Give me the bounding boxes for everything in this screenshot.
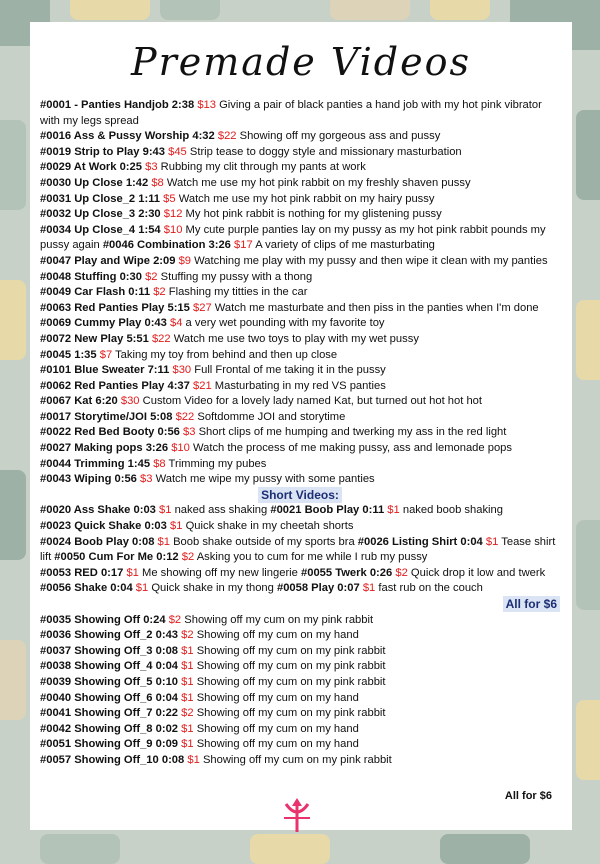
video-description: Quick shake in my cheetah shorts [185, 520, 354, 533]
video-code: #0037 Showing Off_3 0:08 [40, 644, 179, 657]
video-price: $30 [172, 364, 192, 377]
video-price: $1 [126, 566, 139, 579]
premade-section [40, 98, 560, 488]
page-title: Premade Videos [131, 40, 471, 84]
video-description: a very wet pounding with my favorite toy [185, 317, 385, 330]
list-item [40, 737, 560, 753]
video-description: Watch me use two toys to play with my wet pussy [173, 332, 419, 345]
short-videos-heading: Short Videos: [40, 488, 560, 504]
video-price: $1 [181, 691, 194, 704]
video-code: #0101 Blue Sweater 7:11 [40, 364, 170, 377]
video-code: #0036 Showing Off_2 0:43 [40, 629, 179, 642]
video-description: My cute purple panties lay on my pussy as my hot pink rabbit pounds my pussy again [40, 223, 546, 252]
video-price: $1 [181, 675, 194, 688]
list-item [40, 457, 560, 473]
list-item [40, 722, 560, 738]
showing-off-section [40, 613, 560, 769]
video-code: #0042 Showing Off_8 0:02 [40, 722, 179, 735]
video-price: $2 [168, 613, 182, 626]
list-item [40, 98, 560, 129]
video-description: Showing off my cum on my pink rabbit [196, 660, 386, 673]
video-list [40, 98, 560, 769]
video-code: #0040 Showing Off_6 0:04 [40, 691, 179, 704]
video-price: $22 [151, 332, 171, 345]
video-code: #0053 RED 0:17 [40, 566, 124, 579]
video-price: $1 [159, 504, 172, 517]
list-item [40, 207, 560, 223]
video-price: $1 [181, 644, 194, 657]
list-item [40, 160, 560, 176]
video-price: $17 [234, 239, 253, 252]
list-item [40, 332, 560, 348]
video-description: Showing off my cum on my hand [196, 738, 359, 751]
video-code: #0057 Showing Off_10 0:08 [40, 753, 185, 766]
list-item [40, 301, 560, 332]
video-price: $3 [183, 426, 196, 439]
video-price: $2 [181, 551, 195, 564]
video-description: Strip tease to doggy style and missionary masturbation [189, 145, 462, 158]
video-description: Boob shake outside of my sports bra [173, 535, 355, 548]
video-price: $1 [157, 535, 170, 548]
list-item [40, 254, 560, 285]
video-code: #0017 Storytime/JOI 5:08 [40, 410, 173, 423]
list-item [40, 176, 560, 192]
video-description: Tease shirt lift [40, 535, 556, 564]
list-item [40, 363, 560, 379]
video-price: $1 [135, 582, 149, 595]
video-code: #0021 Boob Play 0:11 [270, 504, 385, 517]
video-description: Watch me wipe my pussy with some panties [155, 473, 375, 486]
video-description: Full Frontal of me taking it in the pussy [194, 364, 386, 377]
list-item [40, 223, 560, 254]
video-code: #0035 Showing Off 0:24 [40, 613, 166, 626]
video-code: #0041 Showing Off_7 0:22 [40, 707, 179, 720]
showing-off-bundle-price: All for $6 [504, 790, 552, 802]
video-description: Showing off my cum on my pink rabbit [184, 613, 374, 626]
video-description: naked boob shaking [402, 504, 503, 517]
video-description: My hot pink rabbit is nothing for my glistening pussy [185, 208, 442, 221]
video-description: Showing off my gorgeous ass and pussy [239, 130, 441, 143]
video-code: #0027 Making pops 3:26 [40, 442, 169, 455]
list-item [40, 566, 560, 597]
video-code: #0001 - Panties Handjob 2:38 [40, 99, 195, 111]
video-description: Showing off my cum on my hand [196, 722, 359, 735]
video-price: $2 [181, 629, 194, 642]
list-item [40, 644, 560, 660]
list-item [40, 706, 560, 722]
list-item [40, 394, 560, 410]
video-description: Watch me use my hot pink rabbit on my hairy pussy [178, 192, 435, 205]
list-item [40, 628, 560, 644]
video-description: Showing off my cum on my hand [196, 691, 359, 704]
video-code: #0020 Ass Shake 0:03 [40, 504, 156, 517]
video-price: $22 [217, 130, 237, 143]
video-price: $2 [181, 707, 194, 720]
video-code: #0044 Trimming 1:45 [40, 457, 151, 470]
video-code: #0031 Up Close_2 1:11 [40, 192, 161, 205]
video-code: #0045 1:35 [40, 348, 97, 361]
video-price: $21 [193, 379, 212, 392]
video-description: naked ass shaking [174, 504, 268, 517]
video-description: Rubbing my clit through my pants at work [160, 161, 366, 174]
video-description: Me showing off my new lingerie [142, 566, 298, 579]
video-price: $8 [153, 457, 166, 470]
video-code: #0029 At Work 0:25 [40, 161, 142, 174]
list-item [40, 379, 560, 395]
video-description: Showing off my cum on my hand [196, 629, 359, 642]
video-description: Watch me masturbate and then piss in the panties when I'm done [214, 301, 539, 314]
list-item [40, 753, 560, 769]
list-item [40, 472, 560, 488]
video-code: #0047 Play and Wipe 2:09 [40, 254, 176, 267]
video-description: fast rub on the couch [378, 582, 483, 595]
video-description: A variety of clips of me masturbating [255, 239, 435, 252]
video-code: #0046 Combination 3:26 [102, 239, 231, 252]
video-code: #0048 Stuffing 0:30 [40, 270, 142, 283]
video-code: #0043 Wiping 0:56 [40, 473, 137, 486]
video-price: $1 [181, 738, 194, 751]
short-videos-bundle-price: All for $6 [40, 597, 560, 613]
video-description: Asking you to cum for me while I rub my pussy [196, 551, 428, 564]
video-code: #0023 Quick Shake 0:03 [40, 520, 167, 533]
video-code: #0030 Up Close 1:42 [40, 176, 149, 189]
video-description: Showing off my cum on my pink rabbit [196, 644, 386, 657]
list-item [40, 691, 560, 707]
list-item [40, 659, 560, 675]
list-item [40, 613, 560, 629]
video-code: #0050 Cum For Me 0:12 [54, 551, 179, 564]
video-description: Stuffing my pussy with a thong [160, 270, 313, 283]
video-price: $1 [170, 520, 183, 533]
video-price: $22 [175, 410, 195, 423]
video-code: #0032 Up Close_3 2:30 [40, 208, 161, 221]
video-code: #0051 Showing Off_9 0:09 [40, 738, 179, 751]
video-price: $10 [163, 223, 183, 236]
video-price: $10 [171, 442, 190, 455]
list-item [40, 675, 560, 691]
video-price: $2 [395, 566, 408, 579]
video-description: Softdomme JOI and storytime [197, 410, 346, 423]
video-code: #0072 New Play 5:51 [40, 332, 149, 345]
video-price: $3 [145, 161, 158, 174]
video-code: #0034 Up Close_4 1:54 [40, 223, 161, 236]
video-price: $9 [178, 254, 192, 267]
video-code: #0022 Red Bed Booty 0:56 [40, 426, 180, 439]
video-price: $5 [163, 192, 176, 205]
list-item [40, 441, 560, 457]
video-description: Trimming my pubes [168, 457, 267, 470]
video-code: #0024 Boob Play 0:08 [40, 535, 155, 548]
video-description: Quick shake in my thong [151, 582, 274, 595]
video-price: $7 [99, 348, 113, 361]
video-code: #0067 Kat 6:20 [40, 395, 118, 408]
video-price: $8 [151, 176, 164, 189]
video-code: #0069 Cummy Play 0:43 [40, 317, 167, 330]
video-description: Short clips of me humping and twerking my ass in the red light [198, 426, 507, 439]
video-description: Masturbating in my red VS panties [214, 379, 386, 392]
video-code: #0019 Strip to Play 9:43 [40, 145, 165, 158]
video-price: $1 [181, 722, 194, 735]
video-code: #0038 Showing Off_4 0:04 [40, 660, 179, 673]
list-item [40, 535, 560, 566]
video-description: Showing off my cum on my pink rabbit [196, 707, 386, 720]
video-price: $3 [140, 473, 153, 486]
video-code: #0039 Showing Off_5 0:10 [40, 675, 179, 688]
video-code: #0063 Red Panties Play 5:15 [40, 301, 190, 314]
video-description: Showing off my cum on my pink rabbit [202, 753, 392, 766]
video-price: $1 [362, 582, 376, 595]
video-code: #0062 Red Panties Play 4:37 [40, 379, 190, 392]
video-price: $1 [485, 535, 499, 548]
video-price: $1 [187, 753, 200, 766]
video-description: Flashing my titties in the car [168, 286, 308, 299]
video-price: $2 [145, 270, 158, 283]
video-description: Watch me use my hot pink rabbit on my freshly shaven pussy [166, 176, 471, 189]
price-list-card [30, 22, 572, 830]
video-description: Giving a pair of black panties a hand job with my hot pink vibrator with my legs spread [40, 99, 542, 127]
video-code: #0049 Car Flash 0:11 [40, 286, 151, 299]
video-code: #0026 Listing Shirt 0:04 [357, 535, 483, 548]
video-price: $1 [181, 660, 194, 673]
list-item [40, 145, 560, 161]
video-price: $13 [197, 99, 216, 111]
list-item [40, 410, 560, 426]
video-description: Taking my toy from behind and then up close [115, 348, 338, 361]
list-item [40, 285, 560, 301]
video-description: Watching me play with my pussy and then wipe it clean with my panties [194, 254, 548, 267]
video-price: $12 [163, 208, 183, 221]
bow-arrow-icon [278, 794, 316, 836]
list-item [40, 129, 560, 145]
short-videos-section [40, 503, 560, 597]
list-item [40, 348, 560, 364]
list-item [40, 425, 560, 441]
video-price: $2 [153, 286, 166, 299]
video-price: $27 [193, 301, 212, 314]
video-description: Watch the process of me making pussy, ass and lemonade pops [192, 442, 512, 455]
video-description: Quick drop it low and twerk [410, 566, 546, 579]
video-price: $4 [169, 317, 183, 330]
video-code: #0055 Twerk 0:26 [301, 566, 393, 579]
video-description: Custom Video for a lovely lady named Kat, but turned out hot hot hot [142, 395, 482, 408]
list-item [40, 192, 560, 208]
list-item [40, 519, 560, 535]
video-price: $45 [168, 145, 187, 158]
video-code: #0016 Ass & Pussy Worship 4:32 [40, 130, 215, 143]
list-item [40, 503, 560, 519]
video-code: #0056 Shake 0:04 [40, 582, 133, 595]
video-price: $1 [387, 504, 400, 517]
video-description: Showing off my cum on my pink rabbit [196, 675, 386, 688]
video-price: $30 [120, 395, 140, 408]
video-code: #0058 Play 0:07 [276, 582, 360, 595]
